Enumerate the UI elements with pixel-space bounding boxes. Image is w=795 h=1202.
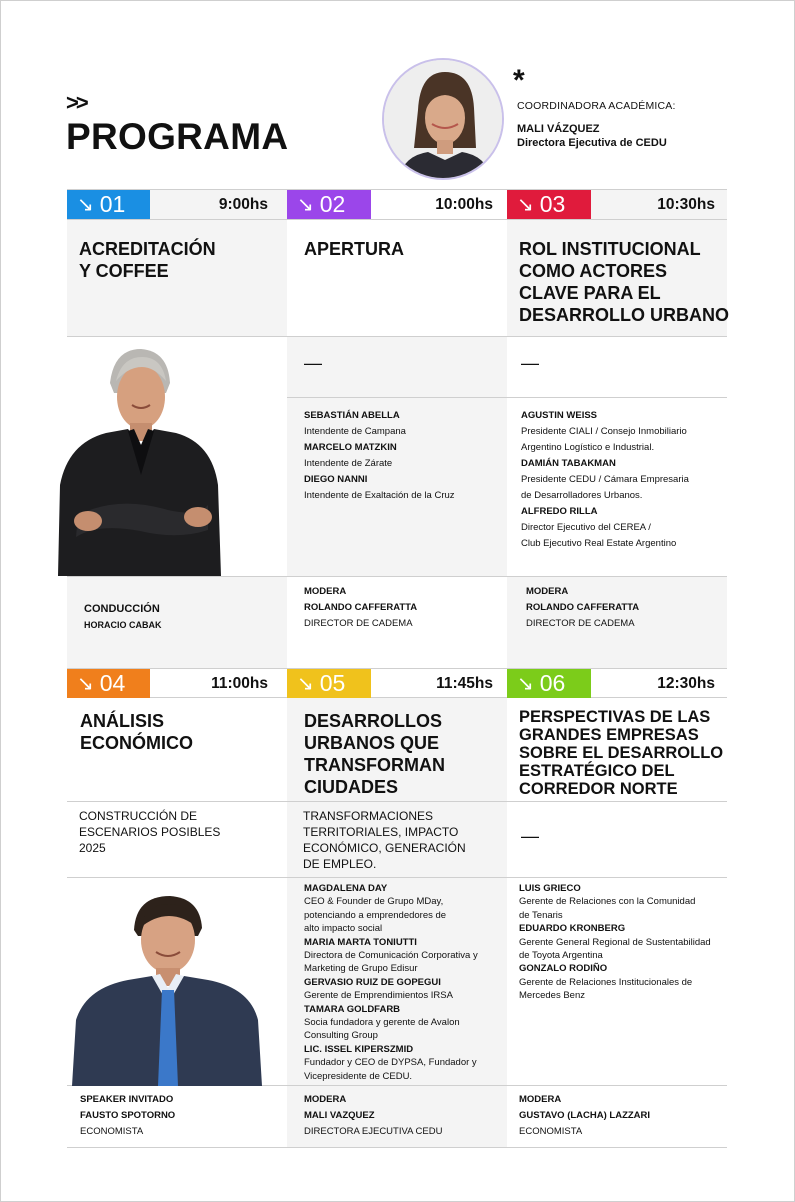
person-name: SEBASTIÁN ABELLA xyxy=(304,410,400,421)
panel-list xyxy=(519,882,711,1003)
divider xyxy=(67,801,727,802)
person-role: Intendente de Exaltación de la Cruz xyxy=(304,490,455,501)
session-time: 11:45hs xyxy=(436,674,493,692)
moderator-label: MODERA xyxy=(519,1094,562,1105)
session-badge-01 xyxy=(67,190,150,219)
host-photo xyxy=(58,345,221,576)
panel-list xyxy=(521,408,689,552)
host-name: HORACIO CABAK xyxy=(84,620,162,630)
title-line: ECONÓMICO xyxy=(80,733,194,753)
person-role: Consulting Group xyxy=(304,1030,378,1042)
title-line: URBANOS QUE xyxy=(304,733,440,753)
session-number: 04 xyxy=(99,670,126,696)
session-badge-05 xyxy=(287,669,371,698)
subtitle-line: CONSTRUCCIÓN DE xyxy=(79,809,198,823)
person-role: Intendente de Zárate xyxy=(304,458,393,469)
person-name: DAMIÁN TABAKMAN xyxy=(521,458,616,469)
title-line: CIUDADES xyxy=(304,777,399,797)
divider xyxy=(67,336,727,337)
person-role: Gerente de Relaciones con la Comunidad xyxy=(519,896,696,908)
title-line: COMO ACTORES xyxy=(519,261,668,281)
moderator-block xyxy=(304,1092,442,1140)
empty-dash: — xyxy=(521,826,539,846)
divider xyxy=(67,219,727,220)
session-badge-02 xyxy=(287,190,371,219)
moderator-name: ROLANDO CAFFERATTA xyxy=(304,602,418,613)
person-role: Presidente CIALI / Consejo Inmobiliario xyxy=(521,426,687,437)
asterisk-icon: * xyxy=(513,64,525,97)
session-title xyxy=(80,710,193,754)
session-time: 10:30hs xyxy=(657,195,715,213)
moderator-name: ROLANDO CAFFERATTA xyxy=(526,602,640,613)
person-name: TAMARA GOLDFARB xyxy=(304,1003,401,1015)
moderator-block xyxy=(526,584,639,632)
panel-list xyxy=(304,882,478,1083)
person-role: Directora de Comunicación Corporativa y xyxy=(304,950,478,962)
session-badge-03 xyxy=(507,190,591,219)
person-role: de Toyota Argentina xyxy=(519,950,603,962)
title-line: SOBRE EL DESARROLLO xyxy=(519,744,724,762)
person-role: Club Ejecutivo Real Estate Argentino xyxy=(521,538,677,549)
person-role: Director Ejecutivo del CEREA / xyxy=(521,522,651,533)
moderator-role: DIRECTOR DE CADEMA xyxy=(526,618,635,629)
person-name: MARIA MARTA TONIUTTI xyxy=(304,936,417,948)
session-number: 01 xyxy=(99,191,126,217)
title-line: CLAVE PARA EL xyxy=(519,283,661,303)
person-role: Vicepresidente de CEDU. xyxy=(304,1070,413,1082)
coordinator-role: Directora Ejecutiva de CEDU xyxy=(517,137,667,149)
session-title xyxy=(304,238,404,260)
session-number: 02 xyxy=(319,191,346,217)
chevron-icon: >> xyxy=(66,90,86,115)
session-time: 9:00hs xyxy=(218,195,268,213)
person-role: Intendente de Campana xyxy=(304,426,406,437)
session-number: 06 xyxy=(539,670,566,696)
title-line: APERTURA xyxy=(304,239,405,259)
person-name: AGUSTIN WEISS xyxy=(521,410,598,421)
person-name: EDUARDO KRONBERG xyxy=(519,923,626,935)
title-line: PERSPECTIVAS DE LAS xyxy=(519,708,711,726)
person-role: Presidente CEDU / Cámara Empresaria xyxy=(521,474,689,485)
host-block xyxy=(84,603,162,630)
speaker-role: ECONOMISTA xyxy=(80,1126,144,1137)
speaker-name: FAUSTO SPOTORNO xyxy=(80,1110,176,1121)
moderator-role: DIRECTOR DE CADEMA xyxy=(304,618,413,629)
arrow-down-right-icon: ↘ xyxy=(297,673,314,695)
moderator-block xyxy=(304,584,417,632)
empty-dash: — xyxy=(304,353,322,373)
subtitle-line: ECONÓMICO, GENERACIÓN xyxy=(303,841,466,855)
arrow-down-right-icon: ↘ xyxy=(77,194,94,216)
person-name: LUIS GRIECO xyxy=(519,883,581,894)
title-line: ROL INSTITUCIONAL xyxy=(519,239,701,259)
session-number: 05 xyxy=(319,670,346,696)
session-title xyxy=(519,238,729,326)
person-name: LIC. ISSEL KIPERSZMID xyxy=(304,1043,414,1055)
divider xyxy=(67,576,727,577)
title-line: ANÁLISIS xyxy=(80,711,165,731)
arrow-down-right-icon: ↘ xyxy=(77,673,94,695)
coordinator-name: MALI VÁZQUEZ xyxy=(517,123,600,135)
title-line: Y COFFEE xyxy=(79,261,169,281)
person-role: de Tenaris xyxy=(519,909,563,921)
person-role: Gerente de Relaciones Institucionales de xyxy=(519,976,693,988)
person-name: MAGDALENA DAY xyxy=(304,883,388,894)
person-name: ALFREDO RILLA xyxy=(521,506,598,517)
title-line: DESARROLLOS xyxy=(304,711,443,731)
moderator-role: DIRECTORA EJECUTIVA CEDU xyxy=(304,1126,443,1137)
session-badge-06 xyxy=(507,669,591,698)
page-title: PROGRAMA xyxy=(66,116,289,157)
subtitle-line: TRANSFORMACIONES xyxy=(303,809,434,823)
title-line: DESARROLLO URBANO xyxy=(519,305,729,325)
session-title xyxy=(79,238,216,282)
person-role: Socia fundadora y gerente de Avalon xyxy=(304,1017,460,1029)
session-badge-04 xyxy=(67,669,150,698)
person-name: MARCELO MATZKIN xyxy=(304,442,397,453)
person-role: Marketing de Grupo Edisur xyxy=(304,963,418,975)
title-line: ACREDITACIÓN xyxy=(79,239,216,259)
arrow-down-right-icon: ↘ xyxy=(297,194,314,216)
session-subtitle xyxy=(79,808,220,856)
subtitle-line: 2025 xyxy=(79,841,106,855)
person-name: GERVASIO RUIZ DE GOPEGUI xyxy=(304,976,441,988)
person-role: potenciando a emprendedores de xyxy=(304,909,447,921)
moderator-name: MALI VAZQUEZ xyxy=(304,1110,375,1121)
host-label: CONDUCCIÓN xyxy=(84,603,160,615)
person-role: Fundador y CEO de DYPSA, Fundador y xyxy=(304,1057,477,1069)
subtitle-line: TERRITORIALES, IMPACTO xyxy=(303,825,459,839)
title-line: ESTRATÉGICO DEL xyxy=(519,762,675,780)
person-role: CEO & Founder de Grupo MDay, xyxy=(304,896,444,908)
coordinator-label: COORDINADORA ACADÉMICA: xyxy=(517,100,676,112)
title-line: TRANSFORMAN xyxy=(304,755,445,775)
session-title xyxy=(519,708,723,798)
arrow-down-right-icon: ↘ xyxy=(517,673,534,695)
person-name: GONZALO RODIÑO xyxy=(519,963,608,975)
divider xyxy=(67,1147,727,1148)
title-line: CORREDOR NORTE xyxy=(519,780,678,798)
person-role: de Desarrolladores Urbanos. xyxy=(521,490,643,501)
divider xyxy=(67,877,727,878)
person-role: Mercedes Benz xyxy=(519,990,586,1002)
session-number: 03 xyxy=(539,191,566,217)
empty-dash: — xyxy=(521,353,539,373)
title-line: GRANDES EMPRESAS xyxy=(519,726,699,744)
person-name: DIEGO NANNI xyxy=(304,474,368,485)
person-role: Gerente General Regional de Sustentabilidad xyxy=(519,936,711,948)
moderator-label: MODERA xyxy=(304,586,347,597)
person-role: alto impacto social xyxy=(304,923,383,935)
moderator-name: GUSTAVO (LACHA) LAZZARI xyxy=(519,1110,651,1121)
session-time: 10:00hs xyxy=(435,195,493,213)
moderator-label: MODERA xyxy=(526,586,569,597)
divider xyxy=(287,397,727,398)
session-subtitle xyxy=(303,808,466,872)
moderator-label: MODERA xyxy=(304,1094,347,1105)
speaker-photo xyxy=(72,892,262,1086)
speaker-block xyxy=(80,1092,175,1140)
session-title xyxy=(304,710,445,798)
panel-list xyxy=(304,408,455,504)
subtitle-line: ESCENARIOS POSIBLES xyxy=(79,825,221,839)
coordinator-photo xyxy=(382,58,504,180)
session-time: 11:00hs xyxy=(211,674,268,692)
session-time: 12:30hs xyxy=(657,674,715,692)
arrow-down-right-icon: ↘ xyxy=(517,194,534,216)
speaker-label: SPEAKER INVITADO xyxy=(80,1094,174,1105)
person-role: Argentino Logístico e Industrial. xyxy=(521,442,655,453)
moderator-role: ECONOMISTA xyxy=(519,1126,583,1137)
moderator-block xyxy=(519,1092,650,1140)
subtitle-line: DE EMPLEO. xyxy=(303,857,377,871)
person-role: Gerente de Emprendimientos IRSA xyxy=(304,990,453,1002)
